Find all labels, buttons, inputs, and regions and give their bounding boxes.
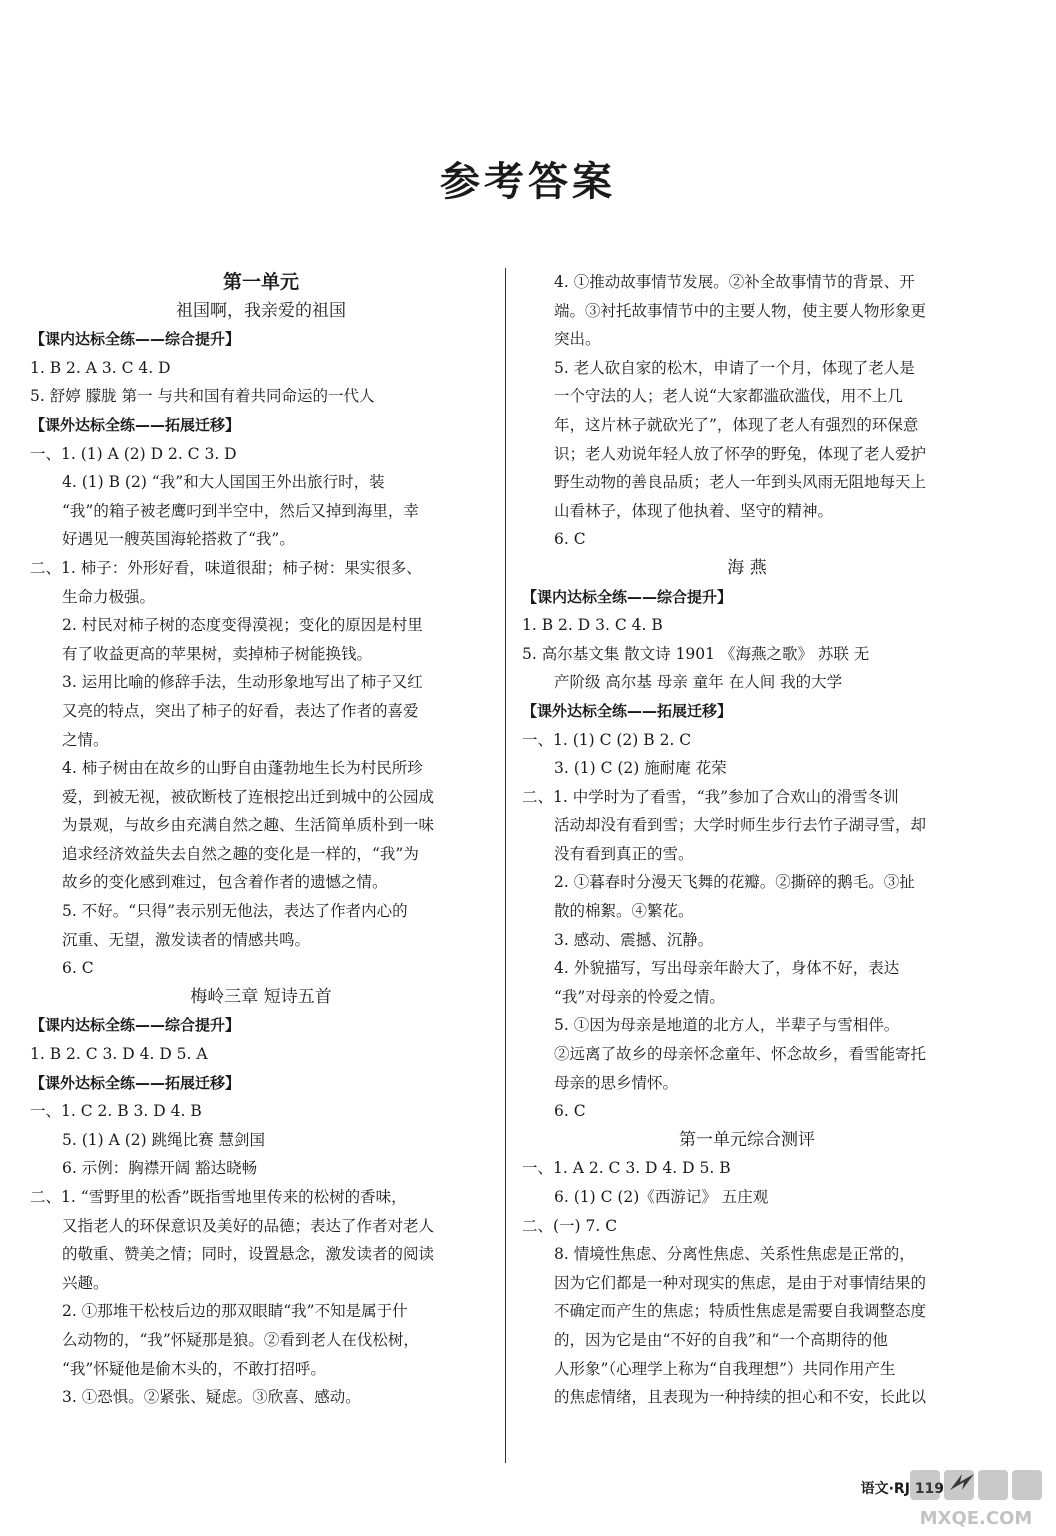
answer-line: 5. 老人砍自家的松木，申请了一个月，体现了老人是 <box>554 358 915 377</box>
answer-line: 8. 情境性焦虑、分离性焦虑、关系性焦虑是正常的， <box>554 1245 915 1264</box>
answer-line: 为景观，与故乡由充满自然之趣、生活简单质朴到一味 <box>62 816 435 835</box>
lesson-heading: 第一单元综合测评 <box>679 1129 815 1150</box>
answer-line: 3. 感动、震撼、沉静。 <box>554 930 714 949</box>
answer-line: 一、1. A 2. C 3. D 4. D 5. B <box>522 1159 731 1178</box>
answer-line: 1. B 2. D 3. C 4. B <box>522 616 663 635</box>
answer-line: 一、1. C 2. B 3. D 4. B <box>30 1102 202 1121</box>
answer-line: 产阶级 高尔基 母亲 童年 在人间 我的大学 <box>554 673 843 692</box>
answer-line: “我”对母亲的怜爱之情。 <box>554 987 725 1006</box>
answer-line: “我”的箱子被老鹰叼到半空中，然后又掉到海里，幸 <box>62 501 419 520</box>
answer-line: 5. (1) A (2) 跳绳比赛 慧剑国 <box>62 1130 266 1149</box>
unit-heading: 第一单元 <box>222 271 299 293</box>
answer-line: 母亲的思乡情怀。 <box>554 1073 679 1092</box>
left-answer-column <box>30 268 492 1412</box>
column-divider <box>505 268 506 1463</box>
section-heading: 【课外达标全练——拓展迁移】 <box>30 415 241 434</box>
answer-line: 3. 运用比喻的修辞手法，生动形象地写出了柿子又红 <box>62 673 423 692</box>
answer-line: 一、1. (1) C (2) B 2. C <box>522 730 692 749</box>
answer-line: 6. C <box>554 530 586 549</box>
answer-line: 2. ①那堆干松枝后边的那双眼睛“我”不知是属于什 <box>62 1302 408 1321</box>
answer-line: 的敬重、赞美之情；同时，设置悬念，激发读者的阅读 <box>62 1245 435 1264</box>
page-title: 参考答案 <box>440 159 616 205</box>
answer-line: 活动却没有看到雪；大学时师生步行去竹子湖寻雪，却 <box>554 816 927 835</box>
section-heading: 【课外达标全练——拓展迁移】 <box>30 1073 241 1092</box>
answer-line: 5. ①因为母亲是地道的北方人，半辈子与雪相伴。 <box>554 1016 900 1035</box>
answer-line: 没有看到真正的雪。 <box>554 844 694 863</box>
answer-line: 5. 不好。“只得”表示别无他法，表达了作者内心的 <box>62 902 408 921</box>
answer-line: 二、1. 中学时为了看雪，“我”参加了合欢山的滑雪冬训 <box>522 787 899 806</box>
answer-line: 生命力极强。 <box>62 587 156 606</box>
answer-line: 5. 高尔基文集 散文诗 1901 《海燕之歌》 苏联 无 <box>522 644 870 663</box>
page-footer: 语文·RJ 119 <box>860 1481 944 1497</box>
answer-line: 5. 舒婷 朦胧 第一 与共和国有着共同命运的一代人 <box>30 387 375 406</box>
answer-line: 散的棉絮。④繁花。 <box>554 902 694 921</box>
answer-line: 么动物的，“我”怀疑那是狼。②看到老人在伐松树， <box>62 1330 419 1349</box>
answer-line: 3. ①恐惧。②紧张、疑虑。③欣喜、感动。 <box>62 1388 361 1407</box>
answer-line: “我”怀疑他是偷木头的，不敢打招呼。 <box>62 1359 326 1378</box>
answer-line: 端。③衬托故事情节中的主要人物，使主要人物形象更 <box>554 301 927 320</box>
lesson-heading: 梅岭三章 短诗五首 <box>190 986 332 1007</box>
answer-line: 之情。 <box>62 730 109 749</box>
answer-line: 6. 示例：胸襟开阔 豁达晓畅 <box>62 1159 258 1178</box>
answer-line: 一个守法的人；老人说“大家都滥砍滥伐，用不上几 <box>554 387 903 406</box>
answer-line: 又亮的特点，突出了柿子的好看，表达了作者的喜爱 <box>62 701 419 720</box>
answer-line: 一、1. (1) A (2) D 2. C 3. D <box>30 444 237 463</box>
answer-line: 又指老人的环保意识及美好的品德；表达了作者对老人 <box>62 1216 435 1235</box>
answer-line: 2. 村民对柿子树的态度变得漠视；变化的原因是村里 <box>62 616 423 635</box>
answer-line: 不确定而产生的焦虑；特质性焦虑是需要自我调整态度 <box>554 1302 927 1321</box>
answer-line: 因为它们都是一种对现实的焦虑，是由于对事情结果的 <box>554 1273 927 1292</box>
answer-line: 6. (1) C (2)《西游记》 五庄观 <box>554 1188 769 1206</box>
answer-line: 有了收益更高的苹果树，卖掉柿子树能换钱。 <box>62 644 373 663</box>
answer-line: 二、1. “雪野里的松香”既指雪地里传来的松树的香味， <box>30 1188 407 1206</box>
watermark-logo <box>906 1466 1046 1530</box>
answer-line: 的，因为它是由“不好的自我”和“一个高期待的他 <box>554 1330 888 1349</box>
answer-line: 年，这片林子就砍光了”，体现了老人有强烈的环保意 <box>554 415 919 434</box>
answer-line: 故乡的变化感到难过，包含着作者的遗憾之情。 <box>62 873 388 892</box>
answer-line: 野生动物的善良品质；老人一年到头风雨无阻地每天上 <box>554 473 927 492</box>
answer-line: 1. B 2. C 3. D 4. D 5. A <box>30 1045 208 1064</box>
answer-line: 4. (1) B (2) “我”和大人国国王外出旅行时，装 <box>62 473 385 492</box>
svg-text:MXQE.COM: MXQE.COM <box>919 1508 1033 1529</box>
lesson-heading: 海 燕 <box>727 557 767 578</box>
answer-line: 6. C <box>62 959 94 978</box>
section-heading: 【课内达标全练——综合提升】 <box>30 1016 241 1035</box>
answer-line: 4. 外貌描写，写出母亲年龄大了，身体不好，表达 <box>554 959 900 978</box>
answer-line: 1. B 2. A 3. C 4. D <box>30 358 171 377</box>
right-answer-column <box>522 268 972 1412</box>
answer-line: 山看林子，体现了他执着、坚守的精神。 <box>554 501 834 520</box>
answer-line: 爱，到被无视，被砍断枝了连根挖出迁到城中的公园成 <box>62 787 435 806</box>
section-heading: 【课外达标全练——拓展迁移】 <box>522 701 733 720</box>
answer-line: 4. ①推动故事情节发展。②补全故事情节的背景、开 <box>554 273 915 291</box>
answer-line: 4. 柿子树由在故乡的山野自由蓬勃地生长为村民所珍 <box>62 759 423 778</box>
answer-line: 二、1. 柿子：外形好看，味道很甜；柿子树：果实很多、 <box>30 558 422 577</box>
answer-line: 3. (1) C (2) 施耐庵 花荣 <box>554 759 727 778</box>
section-heading: 【课内达标全练——综合提升】 <box>30 330 241 349</box>
answer-line: 追求经济效益失去自然之趣的变化是一样的，“我”为 <box>62 844 419 863</box>
answer-line: 的焦虑情绪，且表现为一种持续的担心和不安，长此以 <box>554 1388 927 1407</box>
answer-line: 2. ①暮春时分漫天飞舞的花瓣。②撕碎的鹅毛。③扯 <box>554 873 915 892</box>
lesson-heading: 祖国啊，我亲爱的祖国 <box>176 300 346 321</box>
answer-line: 人形象”（心理学上称为“自我理想”）共同作用产生 <box>554 1359 896 1378</box>
section-heading: 【课内达标全练——综合提升】 <box>522 587 733 606</box>
answer-line: 沉重、无望，激发读者的情感共鸣。 <box>62 930 311 949</box>
answer-line: 二、(一) 7. C <box>522 1216 618 1235</box>
answer-line: 6. C <box>554 1102 586 1121</box>
answer-line: 突出。 <box>554 330 601 349</box>
answer-line: 好遇见一艘英国海轮搭救了“我”。 <box>62 530 295 549</box>
answer-line: 识；老人劝说年轻人放了怀孕的野兔，体现了老人爱护 <box>554 444 927 463</box>
answer-line: 兴趣。 <box>62 1273 109 1292</box>
answer-line: ②远离了故乡的母亲怀念童年、怀念故乡，看雪能寄托 <box>554 1045 927 1064</box>
